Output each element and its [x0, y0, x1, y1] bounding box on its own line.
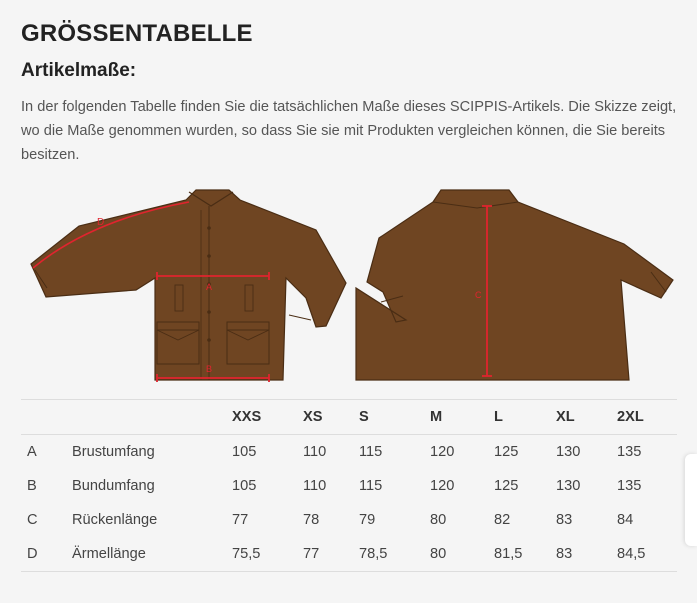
measure-label-a: A	[205, 282, 213, 292]
header-cell-size: L	[494, 400, 556, 435]
table-cell: 83	[556, 537, 617, 572]
table-cell: 75,5	[232, 537, 303, 572]
measure-label-b: B	[205, 364, 213, 374]
row-measure-name: Rückenlänge	[72, 512, 158, 528]
intro-text: In der folgenden Tabelle finden Sie die tatsächlichen Maße dieses SCIPPIS-Artikels. Die Skizze zeigt, wo die Maße genommen wurden, so dass Sie sie mit Produkten vergleichen können, die Sie bereits besitzen.	[21, 99, 677, 163]
header-cell-size: M	[430, 400, 494, 435]
header-cell-name	[72, 400, 232, 435]
table-cell: 115	[359, 478, 383, 494]
jacket-sketch	[21, 180, 681, 390]
table-cell: 81,5	[494, 537, 556, 572]
table-row	[21, 503, 677, 537]
table-cell: 130	[556, 478, 581, 494]
table-cell: 115	[359, 444, 383, 460]
table-cell: 120	[430, 478, 455, 494]
table-row	[21, 537, 677, 572]
jacket-front-illustration	[31, 190, 346, 380]
table-cell: 79	[359, 512, 376, 528]
table-row	[21, 469, 677, 503]
table-cell: 130	[556, 444, 581, 460]
table-cell: 135	[617, 478, 642, 494]
row-measure-name: Ärmellänge	[72, 537, 232, 572]
measure-label-d: D	[97, 217, 105, 228]
header-cell-size: S	[359, 400, 430, 435]
header-cell-size: XS	[303, 400, 359, 435]
header-cell-size: 2XL	[617, 400, 677, 435]
size-table-header-row	[21, 400, 677, 435]
table-cell: 105	[232, 478, 257, 494]
row-code: C	[27, 512, 38, 528]
page-title: GRÖSSENTABELLE	[21, 20, 253, 47]
table-cell: 125	[494, 444, 519, 460]
row-measure-name: Bundumfang	[72, 478, 155, 494]
size-table	[21, 399, 677, 572]
row-code: B	[27, 478, 37, 494]
table-cell: 84	[617, 512, 634, 528]
table-cell: 78,5	[359, 537, 430, 572]
table-cell: 82	[494, 512, 511, 528]
table-cell: 135	[617, 444, 642, 460]
header-cell-code	[21, 400, 72, 435]
table-cell: 110	[303, 444, 327, 460]
side-drawer-tab[interactable]	[685, 454, 697, 546]
row-code: D	[21, 537, 72, 572]
header-cell-size: XXS	[232, 400, 303, 435]
table-cell: 80	[430, 537, 494, 572]
measure-label-c: C	[475, 290, 482, 300]
row-measure-name: Brustumfang	[72, 444, 155, 460]
table-cell: 83	[556, 512, 573, 528]
header-cell-size: XL	[556, 400, 617, 435]
table-cell: 125	[494, 478, 519, 494]
table-cell: 110	[303, 478, 327, 494]
table-cell: 80	[430, 512, 447, 528]
table-cell: 77	[232, 512, 249, 528]
jacket-back-illustration	[356, 190, 673, 380]
section-subtitle: Artikelmaße:	[21, 60, 137, 81]
table-cell: 105	[232, 444, 257, 460]
table-cell: 78	[303, 512, 320, 528]
table-row	[21, 435, 677, 470]
row-code: A	[27, 444, 37, 460]
table-cell: 84,5	[617, 537, 677, 572]
table-cell: 120	[430, 444, 455, 460]
table-cell: 77	[303, 537, 359, 572]
